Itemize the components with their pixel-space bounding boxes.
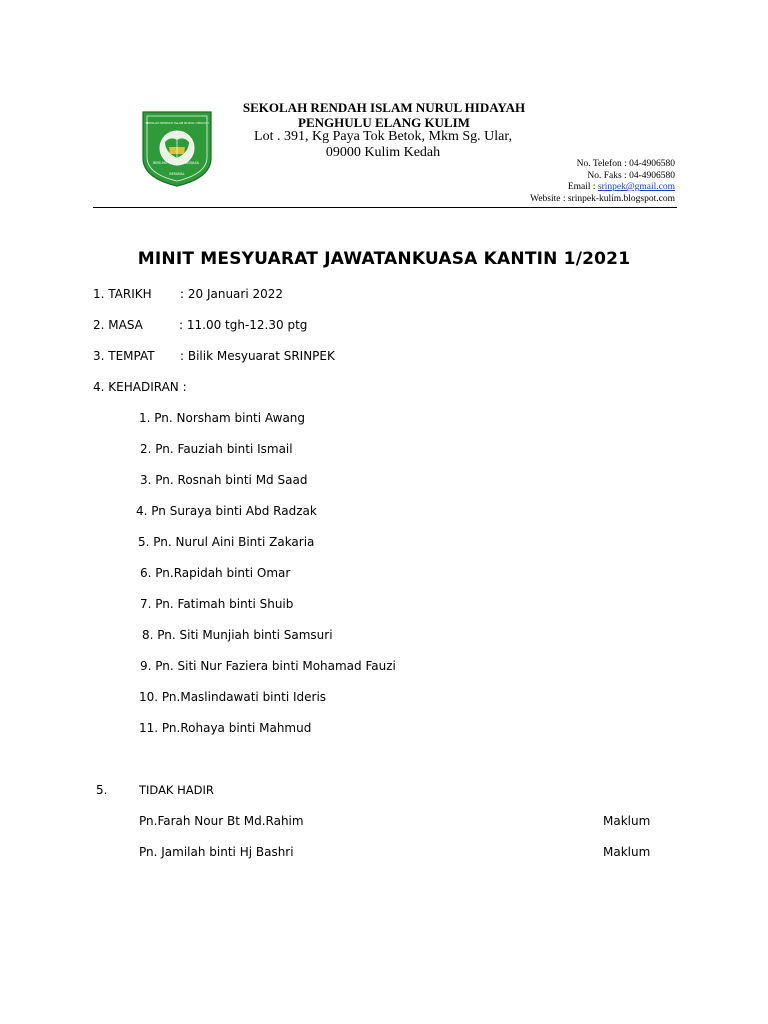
- document-title: MINIT MESYUARAT JAWATANKUASA KANTIN 1/2021: [137, 249, 631, 269]
- attendee-item: 4. Pn Suraya binti Abd Radzak: [136, 504, 317, 518]
- school-name: SEKOLAH RENDAH ISLAM NURUL HIDAYAH: [242, 100, 526, 115]
- attendee-item: 3. Pn. Rosnah binti Md Saad: [140, 473, 308, 487]
- attendee-item: 6. Pn.Rapidah binti Omar: [140, 566, 291, 580]
- attendee-item: 10. Pn.Maslindawati binti Ideris: [139, 690, 327, 704]
- tempat-value: : Bilik Mesyuarat SRINPEK: [180, 349, 335, 363]
- absentee-status: Maklum: [603, 845, 651, 859]
- attendee-item: 1. Pn. Norsham binti Awang: [139, 411, 306, 425]
- contact-faks: No. Faks : 04-4906580: [587, 171, 675, 181]
- attendee-item: 9. Pn. Siti Nur Faziera binti Mohamad Fauzi: [140, 659, 396, 673]
- address-line-1: Lot . 391, Kg Paya Tok Betok, Mkm Sg. Ular,: [254, 129, 512, 144]
- tarikh-value: : 20 Januari 2022: [180, 287, 284, 301]
- absentee-status: Maklum: [603, 814, 651, 828]
- tidak-hadir-number: 5.: [96, 783, 108, 797]
- header-divider: [93, 207, 677, 208]
- absentee-name: Pn. Jamilah binti Hj Bashri: [139, 845, 294, 859]
- tarikh-label: 1. TARIKH: [93, 287, 152, 301]
- attendee-item: 8. Pn. Siti Munjiah binti Samsuri: [142, 628, 333, 642]
- attendee-item: 11. Pn.Rohaya binti Mahmud: [139, 721, 312, 735]
- contact-telefon: No. Telefon : 04-4906580: [576, 159, 675, 169]
- logo-top-text: SEKOLAH RENDAH ISLAM NURUL HIDAYAH: [145, 121, 209, 125]
- contact-website: Website : srinpek-kulim.blogspot.com: [530, 194, 675, 204]
- email-label: Email :: [567, 182, 598, 192]
- contact-email: [568, 182, 675, 192]
- attendee-item: 2. Pn. Fauziah binti Ismail: [140, 442, 293, 456]
- logo-right-text: BERJASA: [185, 161, 199, 165]
- logo-left-text: BERILMU: [153, 161, 168, 165]
- absentee-name: Pn.Farah Nour Bt Md.Rahim: [139, 814, 304, 828]
- tidak-hadir-label: TIDAK HADIR: [139, 783, 214, 797]
- masa-value: : 11.00 tgh-12.30 ptg: [179, 318, 308, 332]
- kehadiran-label: 4. KEHADIRAN :: [93, 380, 187, 394]
- email-link[interactable]: srinpek@gmail.com: [597, 182, 675, 192]
- tempat-label: 3. TEMPAT: [93, 349, 155, 363]
- school-subtitle: PENGHULU ELANG KULIM: [298, 115, 470, 130]
- logo-bottom-text: BERAMAL: [169, 172, 185, 176]
- masa-label: 2. MASA: [93, 318, 143, 332]
- address-line-2: 09000 Kulim Kedah: [325, 145, 441, 160]
- attendee-item: 7. Pn. Fatimah binti Shuib: [140, 597, 294, 611]
- attendee-item: 5. Pn. Nurul Aini Binti Zakaria: [138, 535, 315, 549]
